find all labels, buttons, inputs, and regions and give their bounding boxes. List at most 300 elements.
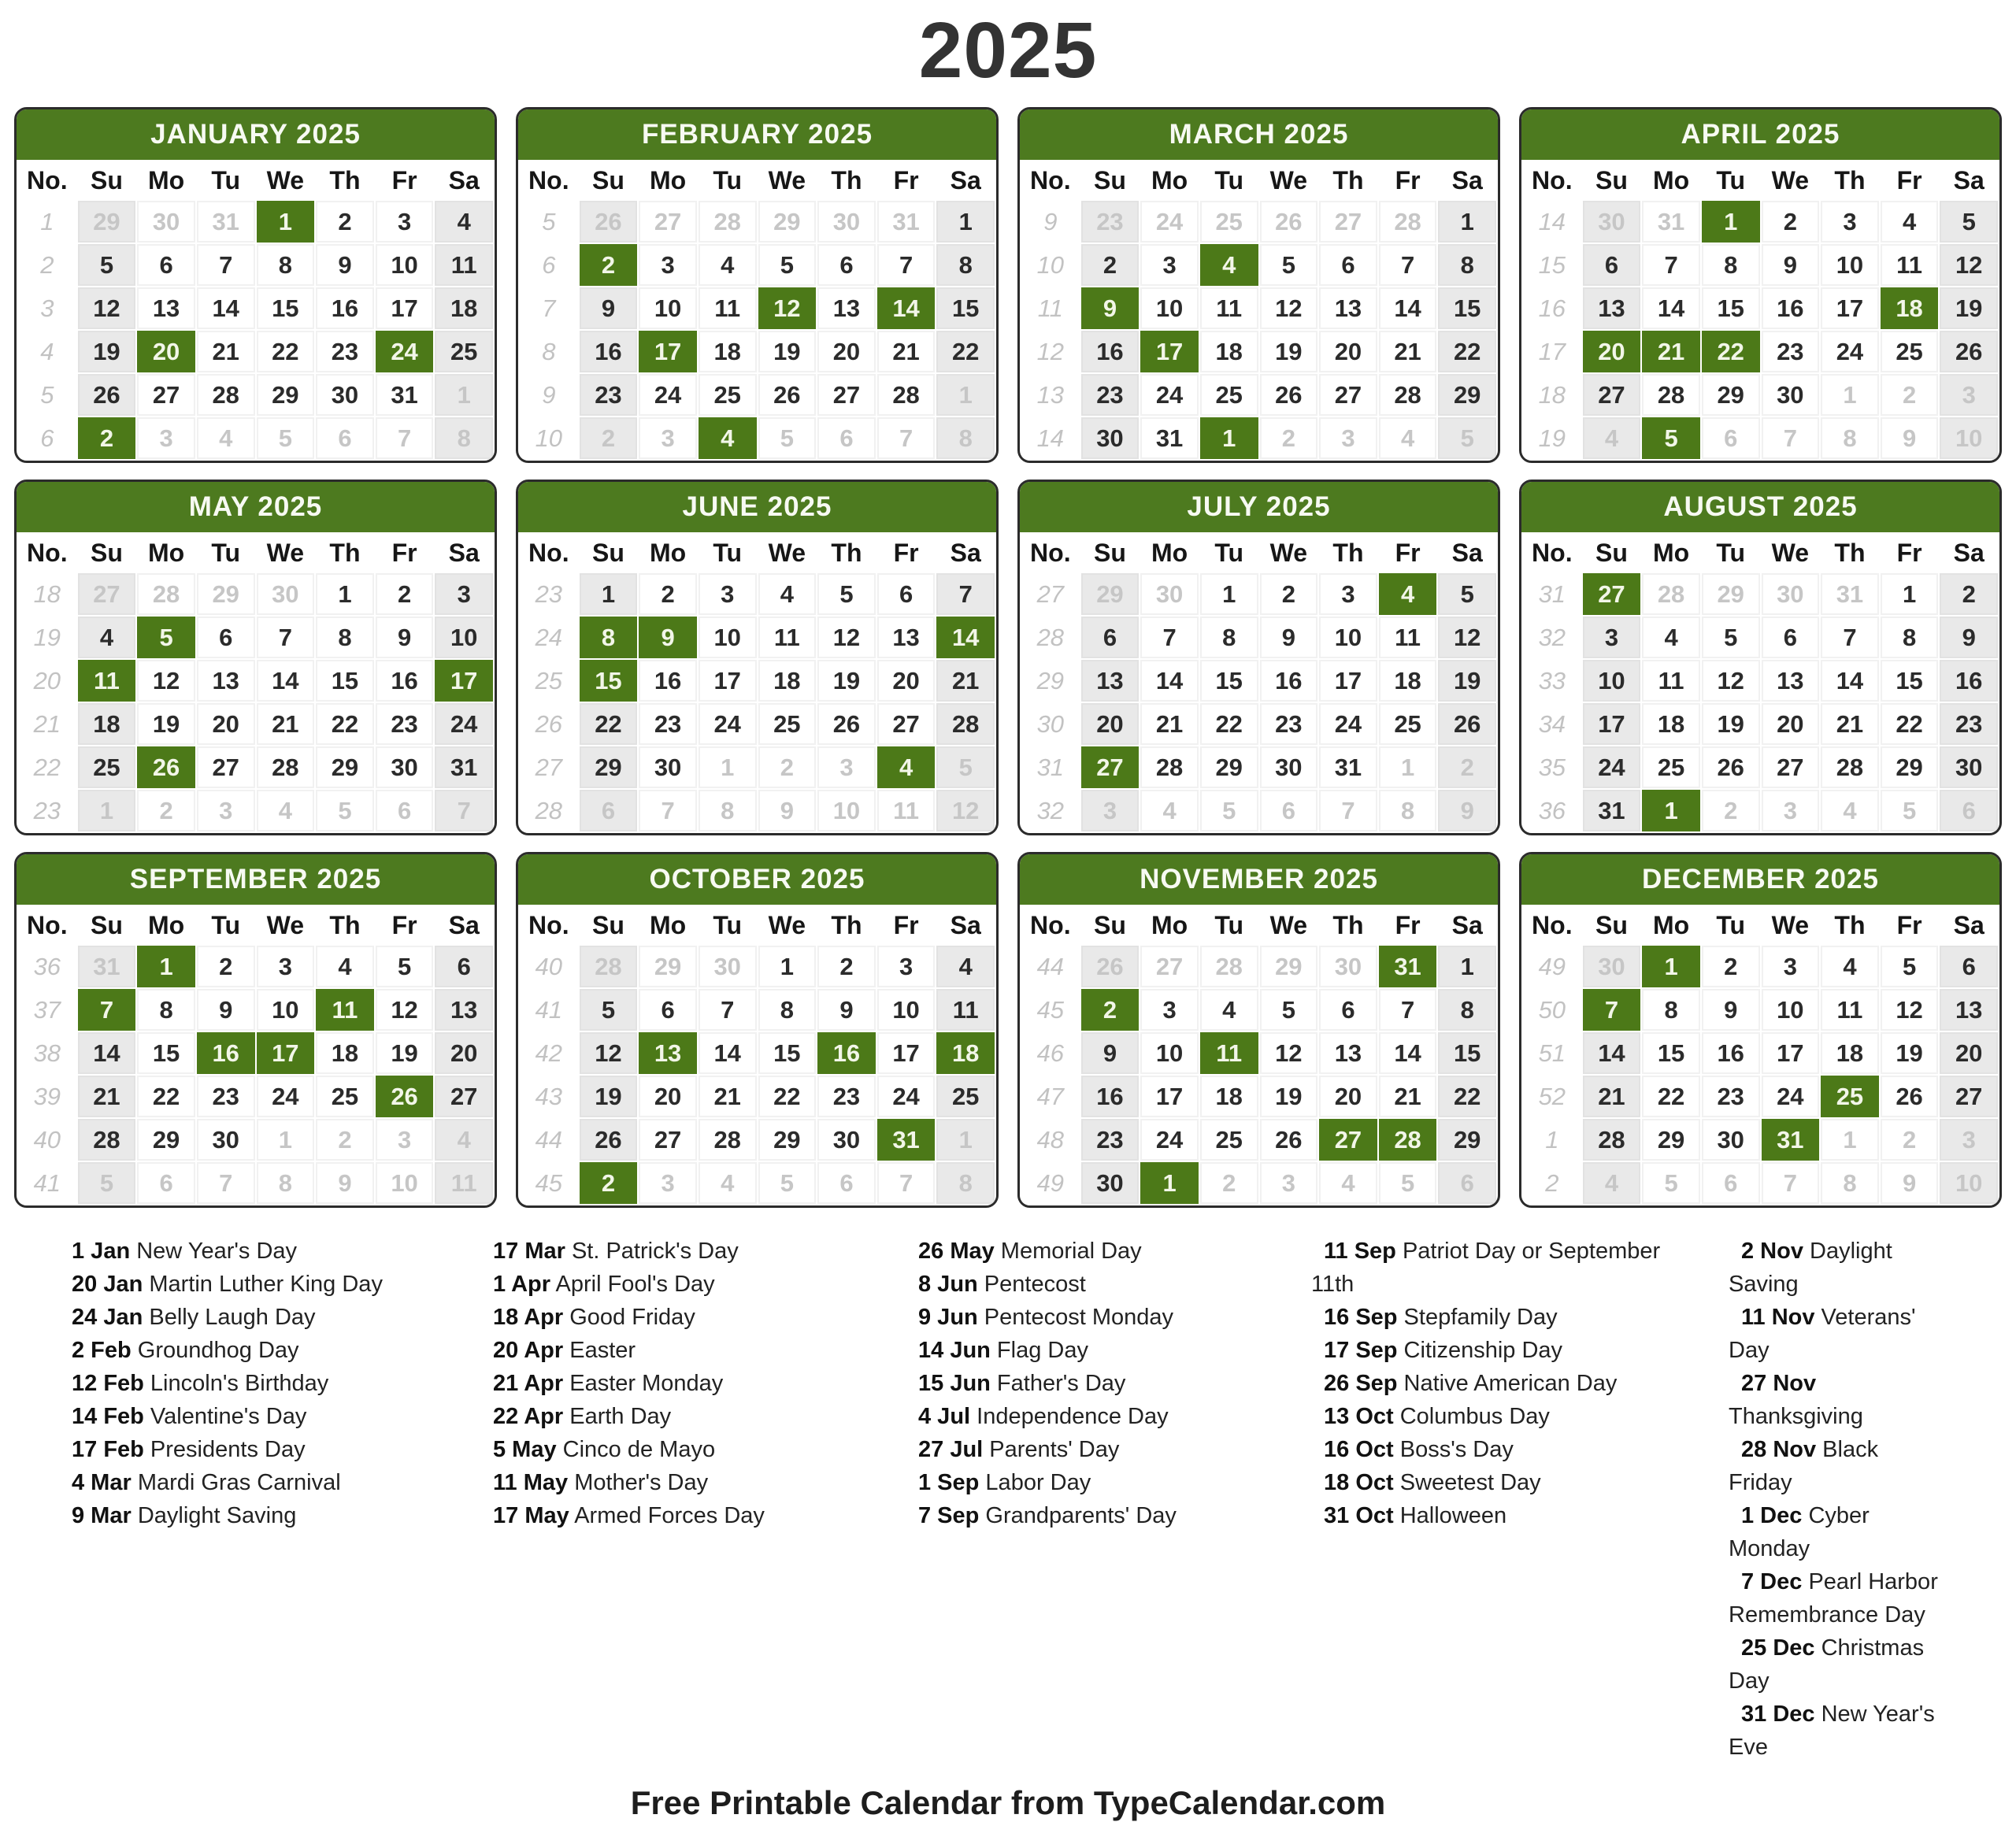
day-cell: 4 (1583, 417, 1641, 459)
week-number-header: No. (520, 534, 578, 572)
holiday-date: 20 Jan (72, 1272, 143, 1297)
weekday-header: Sa (1438, 161, 1496, 199)
holiday-entry: 17 May Armed Forces Day (493, 1503, 765, 1528)
day-cell: 3 (1940, 1119, 1998, 1161)
day-cell: 31 (1379, 946, 1437, 987)
day-cell: 7 (1821, 617, 1879, 658)
day-cell: 1 (1821, 374, 1879, 416)
week-row (1523, 703, 1998, 745)
day-cell: 26 (137, 746, 195, 788)
day-cell: 22 (1881, 703, 1939, 745)
week-number: 42 (520, 1032, 578, 1074)
week-row (520, 201, 995, 243)
day-cell: 11 (936, 989, 995, 1031)
weekday-header: Sa (1438, 534, 1496, 572)
day-cell: 6 (1438, 1162, 1496, 1204)
day-cell: 22 (316, 703, 374, 745)
day-cell: 14 (1642, 287, 1700, 329)
day-cell: 4 (758, 573, 817, 615)
weekday-header: Tu (197, 534, 255, 572)
day-cell: 28 (1379, 1119, 1437, 1161)
day-cell: 2 (817, 946, 876, 987)
month-title: JUNE 2025 (682, 491, 832, 522)
day-cell: 27 (435, 1076, 493, 1117)
day-cell: 28 (1642, 573, 1700, 615)
week-number: 28 (520, 790, 578, 831)
week-number: 18 (18, 573, 76, 615)
day-cell: 8 (758, 989, 817, 1031)
week-number: 12 (1021, 331, 1080, 372)
day-cell: 26 (1438, 703, 1496, 745)
weekday-header: Fr (376, 906, 434, 944)
week-number: 16 (1523, 287, 1581, 329)
weekday-header: Sa (1438, 906, 1496, 944)
week-row (1021, 1076, 1496, 1117)
day-cell: 29 (639, 946, 697, 987)
day-cell: 31 (1762, 1119, 1820, 1161)
holiday-entry: 20 Jan Martin Luther King Day (72, 1272, 383, 1297)
week-row (1523, 374, 1998, 416)
weekday-header: We (1260, 161, 1318, 199)
holiday-date: 11 Sep (1324, 1239, 1396, 1264)
day-cell: 7 (78, 989, 136, 1031)
day-cell: 11 (758, 617, 817, 658)
day-cell: 1 (1642, 946, 1700, 987)
week-number: 3 (18, 287, 76, 329)
week-row (1021, 331, 1496, 372)
week-number: 30 (1021, 703, 1080, 745)
weekday-header: Su (1583, 906, 1641, 944)
day-cell: 25 (1200, 201, 1258, 243)
day-cell: 3 (1260, 1162, 1318, 1204)
week-row (520, 331, 995, 372)
week-number: 27 (1021, 573, 1080, 615)
day-cell: 2 (1260, 417, 1318, 459)
holiday-date: 5 May (493, 1437, 557, 1462)
day-cell: 14 (936, 617, 995, 658)
month-title: JANUARY 2025 (150, 119, 361, 150)
holiday-date: 1 Apr (493, 1272, 551, 1297)
holiday-entry: 11 May Mother's Day (493, 1470, 709, 1495)
weekday-header: Th (1319, 906, 1377, 944)
day-cell: 30 (1260, 746, 1318, 788)
day-cell: 13 (877, 617, 936, 658)
holiday-entry: 17 Feb Presidents Day (72, 1437, 306, 1462)
months-grid (14, 107, 2002, 1208)
day-cell: 22 (1438, 1076, 1496, 1117)
week-number: 51 (1523, 1032, 1581, 1074)
week-row (18, 1076, 493, 1117)
day-cell: 3 (639, 417, 697, 459)
day-cell: 8 (257, 1162, 315, 1204)
day-cell: 4 (1642, 617, 1700, 658)
day-cell: 21 (699, 1076, 757, 1117)
day-cell: 23 (1940, 703, 1998, 745)
week-number: 11 (1021, 287, 1080, 329)
holiday-date: 17 Mar (493, 1239, 565, 1264)
day-cell: 1 (1642, 790, 1700, 831)
week-number: 21 (18, 703, 76, 745)
week-number: 14 (1523, 201, 1581, 243)
week-row (1021, 790, 1496, 831)
day-cell: 5 (1438, 573, 1496, 615)
day-cell: 20 (1319, 331, 1377, 372)
month-header (1020, 854, 1498, 905)
day-cell: 26 (1260, 1119, 1318, 1161)
day-cell: 28 (699, 201, 757, 243)
week-row (1523, 660, 1998, 702)
holiday-date: 1 Jan (72, 1239, 131, 1264)
day-cell: 28 (1140, 746, 1199, 788)
day-cell: 27 (639, 201, 697, 243)
weekday-header: Mo (137, 161, 195, 199)
month-header (1521, 482, 1999, 532)
day-cell: 3 (1319, 417, 1377, 459)
day-cell: 11 (877, 790, 936, 831)
day-cell: 24 (1140, 374, 1199, 416)
day-cell: 23 (817, 1076, 876, 1117)
weekday-header-row (18, 906, 493, 944)
day-cell: 24 (639, 374, 697, 416)
day-cell: 11 (316, 989, 374, 1031)
month-card (516, 107, 999, 463)
day-cell: 5 (580, 989, 638, 1031)
day-cell: 19 (1260, 1076, 1318, 1117)
day-cell: 30 (699, 946, 757, 987)
day-cell: 31 (877, 1119, 936, 1161)
week-number-header: No. (1523, 161, 1581, 199)
day-cell: 21 (1583, 1076, 1641, 1117)
day-cell: 2 (1438, 746, 1496, 788)
day-cell: 23 (1081, 201, 1140, 243)
day-cell: 1 (936, 201, 995, 243)
weekday-header: Su (1081, 534, 1140, 572)
day-cell: 5 (78, 244, 136, 286)
week-number: 2 (1523, 1162, 1581, 1204)
day-cell: 28 (78, 1119, 136, 1161)
day-cell: 29 (1702, 573, 1760, 615)
day-cell: 3 (257, 946, 315, 987)
day-cell: 1 (1438, 946, 1496, 987)
month-header (518, 109, 996, 160)
day-cell: 25 (78, 746, 136, 788)
week-number-header: No. (1523, 534, 1581, 572)
day-cell: 21 (1379, 331, 1437, 372)
week-row (18, 746, 493, 788)
weekday-header: Fr (1881, 906, 1939, 944)
day-cell: 27 (1081, 746, 1140, 788)
day-cell: 30 (817, 201, 876, 243)
day-cell: 16 (376, 660, 434, 702)
week-number: 40 (18, 1119, 76, 1161)
holiday-date: 7 Sep (918, 1503, 980, 1528)
weekday-header: Fr (376, 534, 434, 572)
weekday-header: We (758, 534, 817, 572)
day-cell: 21 (1642, 331, 1700, 372)
day-cell: 21 (78, 1076, 136, 1117)
day-cell: 31 (1642, 201, 1700, 243)
weekday-header: Mo (639, 534, 697, 572)
day-cell: 1 (936, 1119, 995, 1161)
day-cell: 7 (1379, 244, 1437, 286)
holiday-date: 8 Jun (918, 1272, 978, 1297)
day-cell: 14 (78, 1032, 136, 1074)
day-cell: 2 (580, 417, 638, 459)
day-cell: 29 (758, 201, 817, 243)
day-cell: 16 (639, 660, 697, 702)
day-cell: 1 (78, 790, 136, 831)
weekday-header: Sa (1940, 906, 1998, 944)
weekday-header: Fr (1379, 906, 1437, 944)
day-cell: 12 (580, 1032, 638, 1074)
day-cell: 24 (1762, 1076, 1820, 1117)
day-cell: 25 (1200, 374, 1258, 416)
week-row (1523, 790, 1998, 831)
week-number-header: No. (1021, 906, 1080, 944)
day-cell: 5 (1940, 201, 1998, 243)
holiday-date: 1 Sep (918, 1470, 980, 1495)
day-cell: 9 (1881, 1162, 1939, 1204)
day-cell: 7 (936, 573, 995, 615)
day-cell: 2 (1702, 946, 1760, 987)
day-cell: 21 (197, 331, 255, 372)
day-cell: 8 (1642, 989, 1700, 1031)
week-number: 31 (1523, 573, 1581, 615)
week-number: 13 (1021, 374, 1080, 416)
holiday-entry: 2 Nov Daylight Saving (1729, 1239, 1892, 1297)
weekday-header: Th (316, 534, 374, 572)
day-cell: 20 (197, 703, 255, 745)
day-cell: 17 (376, 287, 434, 329)
weekday-header: Th (1821, 906, 1879, 944)
day-cell: 28 (699, 1119, 757, 1161)
day-cell: 20 (137, 331, 195, 372)
day-cell: 29 (257, 374, 315, 416)
day-cell: 3 (639, 1162, 697, 1204)
holiday-date: 28 Nov (1741, 1437, 1817, 1462)
day-cell: 7 (1642, 244, 1700, 286)
day-cell: 30 (1081, 1162, 1140, 1204)
weekday-header: We (758, 161, 817, 199)
day-cell: 26 (580, 1119, 638, 1161)
day-cell: 3 (1081, 790, 1140, 831)
week-row (1523, 244, 1998, 286)
day-cell: 9 (1081, 1032, 1140, 1074)
day-cell: 27 (137, 374, 195, 416)
week-row (520, 1162, 995, 1204)
weekday-header: Mo (1642, 161, 1700, 199)
month-title: MAY 2025 (188, 491, 323, 522)
day-cell: 3 (1940, 374, 1998, 416)
week-row (1021, 617, 1496, 658)
day-cell: 16 (1260, 660, 1318, 702)
weekday-header: Tu (1200, 906, 1258, 944)
day-cell: 19 (1260, 331, 1318, 372)
month-card (14, 107, 497, 463)
holiday-entry: 12 Feb Lincoln's Birthday (72, 1371, 329, 1396)
holiday-date: 9 Mar (72, 1503, 132, 1528)
holiday-date: 14 Feb (72, 1404, 144, 1429)
day-cell: 2 (639, 573, 697, 615)
weekday-header: Mo (639, 161, 697, 199)
day-cell: 5 (817, 573, 876, 615)
day-cell: 20 (817, 331, 876, 372)
holiday-entry: 2 Feb Groundhog Day (72, 1338, 299, 1363)
weekday-header: Tu (699, 906, 757, 944)
week-number: 33 (1523, 660, 1581, 702)
month-grid (17, 532, 495, 833)
day-cell: 28 (580, 946, 638, 987)
holiday-entry: 18 Oct Sweetest Day (1324, 1470, 1541, 1495)
month-grid (518, 532, 996, 833)
day-cell: 27 (1940, 1076, 1998, 1117)
month-title: APRIL 2025 (1681, 119, 1840, 150)
week-number: 4 (18, 331, 76, 372)
day-cell: 29 (1260, 946, 1318, 987)
holidays-column (906, 1235, 1311, 1764)
day-cell: 1 (580, 573, 638, 615)
holiday-entry: 5 May Cinco de Mayo (493, 1437, 716, 1462)
week-row (520, 617, 995, 658)
day-cell: 7 (1140, 617, 1199, 658)
weekday-header: Th (1821, 534, 1879, 572)
week-number: 27 (520, 746, 578, 788)
day-cell: 10 (1140, 1032, 1199, 1074)
week-number: 36 (18, 946, 76, 987)
holiday-entry: 8 Jun Pentecost (918, 1272, 1086, 1297)
day-cell: 5 (1260, 244, 1318, 286)
weekday-header: Su (580, 906, 638, 944)
day-cell: 13 (197, 660, 255, 702)
day-cell: 29 (1438, 374, 1496, 416)
month-grid (518, 160, 996, 461)
week-row (18, 790, 493, 831)
day-cell: 3 (1583, 617, 1641, 658)
day-cell: 24 (435, 703, 493, 745)
day-cell: 27 (197, 746, 255, 788)
day-cell: 9 (1702, 989, 1760, 1031)
day-cell: 8 (699, 790, 757, 831)
weekday-header: Sa (1940, 534, 1998, 572)
day-cell: 11 (1821, 989, 1879, 1031)
day-cell: 8 (1881, 617, 1939, 658)
holiday-date: 2 Nov (1741, 1239, 1803, 1264)
holiday-date: 31 Dec (1741, 1702, 1815, 1727)
week-number: 39 (18, 1076, 76, 1117)
week-row (18, 989, 493, 1031)
holiday-entry: 27 Nov Thanksgiving (1729, 1371, 1863, 1429)
weekday-header-row (18, 534, 493, 572)
day-cell: 24 (1140, 201, 1199, 243)
week-number: 49 (1021, 1162, 1080, 1204)
day-cell: 19 (78, 331, 136, 372)
day-cell: 28 (877, 374, 936, 416)
month-title: MARCH 2025 (1169, 119, 1349, 150)
week-number: 26 (520, 703, 578, 745)
weekday-header-row (1021, 534, 1496, 572)
day-cell: 18 (1379, 660, 1437, 702)
day-cell: 17 (1140, 331, 1199, 372)
week-row (18, 1162, 493, 1204)
holidays-column (59, 1235, 480, 1764)
day-cell: 23 (1702, 1076, 1760, 1117)
day-cell: 28 (1583, 1119, 1641, 1161)
day-cell: 22 (1438, 331, 1496, 372)
month-title: AUGUST 2025 (1663, 491, 1858, 522)
day-cell: 4 (699, 1162, 757, 1204)
day-cell: 2 (580, 1162, 638, 1204)
holiday-date: 1 Dec (1741, 1503, 1803, 1528)
day-cell: 31 (1583, 790, 1641, 831)
month-grid (1521, 905, 1999, 1205)
day-cell: 4 (1821, 946, 1879, 987)
week-number: 9 (520, 374, 578, 416)
day-cell: 17 (1583, 703, 1641, 745)
month-grid (1020, 532, 1498, 833)
day-cell: 17 (1319, 660, 1377, 702)
holiday-date: 17 Sep (1324, 1338, 1398, 1363)
day-cell: 19 (1881, 1032, 1939, 1074)
day-cell: 17 (699, 660, 757, 702)
day-cell: 10 (1583, 660, 1641, 702)
weekday-header: Fr (1379, 534, 1437, 572)
holiday-entry: 26 May Memorial Day (918, 1239, 1142, 1264)
day-cell: 9 (817, 989, 876, 1031)
weekday-header: We (1762, 161, 1820, 199)
day-cell: 6 (1319, 244, 1377, 286)
week-row (1021, 1162, 1496, 1204)
weekday-header: Mo (1140, 906, 1199, 944)
day-cell: 9 (758, 790, 817, 831)
day-cell: 29 (1642, 1119, 1700, 1161)
day-cell: 1 (1821, 1119, 1879, 1161)
weekday-header: Th (817, 161, 876, 199)
week-row (1021, 244, 1496, 286)
day-cell: 7 (877, 417, 936, 459)
day-cell: 6 (1702, 1162, 1760, 1204)
day-cell: 2 (1762, 201, 1820, 243)
day-cell: 13 (1762, 660, 1820, 702)
day-cell: 6 (197, 617, 255, 658)
holiday-entry: 28 Nov Black Friday (1729, 1437, 1879, 1495)
month-card (1017, 480, 1500, 835)
weekday-header: We (257, 161, 315, 199)
day-cell: 2 (1200, 1162, 1258, 1204)
weekday-header: Sa (936, 534, 995, 572)
day-cell: 10 (1762, 989, 1820, 1031)
week-row (1021, 573, 1496, 615)
weekday-header: Fr (376, 161, 434, 199)
holiday-date: 31 Oct (1324, 1503, 1394, 1528)
weekday-header: We (1260, 906, 1318, 944)
weekday-header: Th (1319, 161, 1377, 199)
day-cell: 9 (1940, 617, 1998, 658)
day-cell: 8 (137, 989, 195, 1031)
day-cell: 25 (1200, 1119, 1258, 1161)
day-cell: 22 (936, 331, 995, 372)
week-number: 24 (520, 617, 578, 658)
weekday-header: Su (78, 161, 136, 199)
day-cell: 5 (1642, 1162, 1700, 1204)
day-cell: 3 (1140, 244, 1199, 286)
month-header (1020, 482, 1498, 532)
day-cell: 10 (376, 244, 434, 286)
day-cell: 9 (580, 287, 638, 329)
holiday-date: 15 Jun (918, 1371, 991, 1396)
holiday-date: 7 Dec (1741, 1569, 1803, 1594)
day-cell: 13 (435, 989, 493, 1031)
month-header (1521, 854, 1999, 905)
